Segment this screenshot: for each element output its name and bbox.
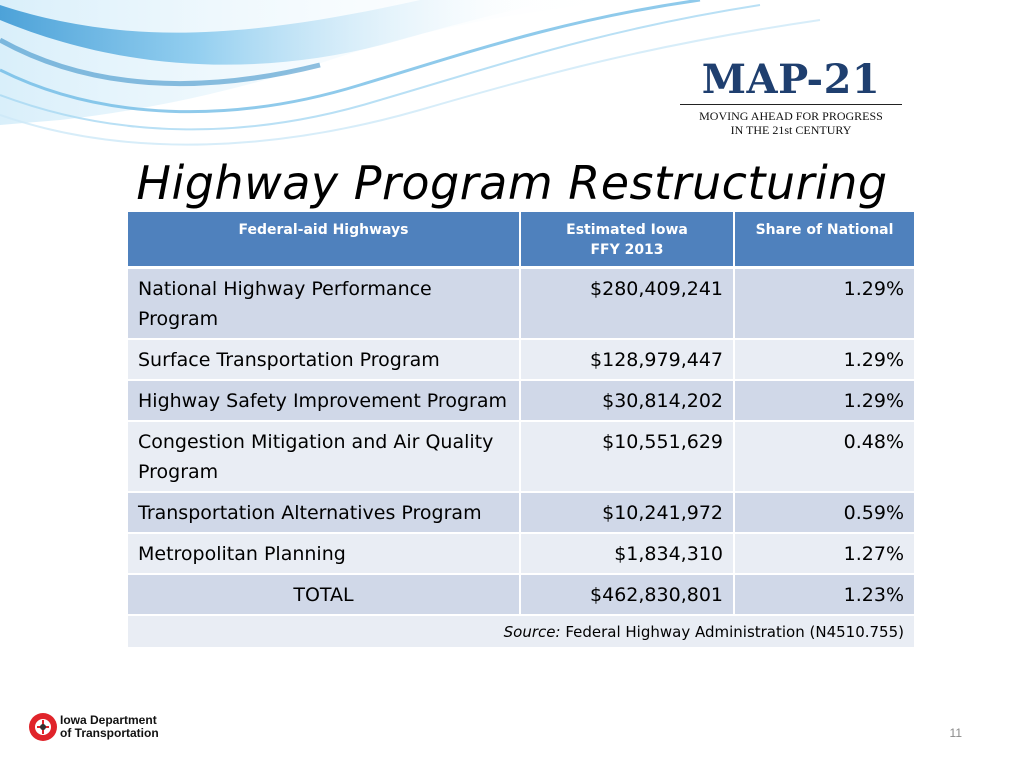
dot-line2: of Transportation [60, 726, 159, 740]
amount-cell: $128,979,447 [520, 339, 734, 380]
share-cell: 1.27% [734, 533, 914, 574]
share-cell: 0.48% [734, 421, 914, 492]
total-share-cell: 1.23% [734, 574, 914, 615]
share-cell: 1.29% [734, 380, 914, 421]
highway-program-table [128, 212, 914, 649]
source-text: Federal Highway Administration (N4510.755) [565, 623, 904, 641]
iowa-dot-logo-icon [28, 712, 58, 742]
share-cell: 1.29% [734, 268, 914, 340]
share-cell: 1.29% [734, 339, 914, 380]
logo-tagline-line2: IN THE 21st CENTURY [730, 123, 852, 137]
total-label-cell: TOTAL [128, 574, 520, 615]
table-header-row [128, 212, 914, 268]
table-row [128, 533, 914, 574]
header-federal-aid-highways: Federal-aid Highways [128, 212, 520, 268]
amount-cell: $10,241,972 [520, 492, 734, 533]
logo-divider [680, 104, 902, 105]
total-amount-cell: $462,830,801 [520, 574, 734, 615]
program-cell: Highway Safety Improvement Program [128, 380, 520, 421]
table-row [128, 268, 914, 340]
slide-title: Highway Program Restructuring [136, 156, 888, 210]
header-estimated-iowa [520, 212, 734, 268]
share-cell: 0.59% [734, 492, 914, 533]
total-row [128, 574, 914, 615]
table-row [128, 421, 914, 492]
amount-cell: $280,409,241 [520, 268, 734, 340]
logo-tagline-line1: MOVING AHEAD FOR PROGRESS [699, 109, 883, 123]
amount-cell: $30,814,202 [520, 380, 734, 421]
source-label: Source: [503, 623, 561, 641]
table-row [128, 492, 914, 533]
program-cell: Surface Transportation Program [128, 339, 520, 380]
source-row [128, 615, 914, 648]
program-cell: National Highway Performance Program [128, 268, 520, 340]
program-cell: Congestion Mitigation and Air Quality Program [128, 421, 520, 492]
amount-cell: $10,551,629 [520, 421, 734, 492]
map21-wordmark: MAP-21 [701, 56, 881, 103]
program-cell: Transportation Alternatives Program [128, 492, 520, 533]
table-row [128, 380, 914, 421]
header-estimated-iowa-line2: FFY 2013 [590, 242, 664, 258]
program-cell: Metropolitan Planning [128, 533, 520, 574]
table-row [128, 339, 914, 380]
amount-cell: $1,834,310 [520, 533, 734, 574]
map21-logo [680, 58, 902, 137]
page-number: 11 [949, 726, 962, 740]
iowa-dot-wordmark [60, 714, 159, 740]
header-share-of-national: Share of National [734, 212, 914, 268]
dot-line1: Iowa Department [60, 713, 157, 727]
source-cell [128, 615, 914, 648]
header-estimated-iowa-line1: Estimated Iowa [566, 222, 688, 238]
